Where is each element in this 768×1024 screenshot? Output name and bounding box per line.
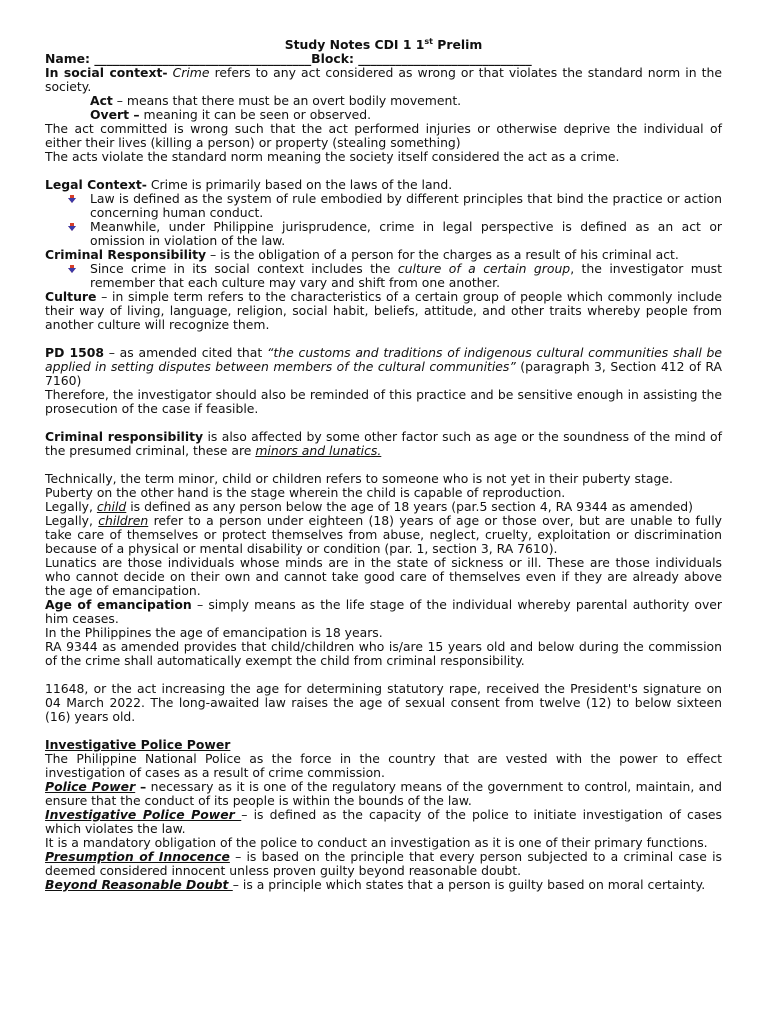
social-context-paragraph: In social context- Crime refers to any act considered as wrong or that violates the standard norm in the society. bbox=[45, 65, 722, 94]
police-power-paragraph: Police Power – necessary as it is one of the regulatory means of the government to control, maintain, and ensure that the conduct of its people is within the bounds of the law. bbox=[45, 779, 722, 808]
legal-context-list bbox=[45, 192, 722, 248]
emancipation-age-paragraph: In the Philippines the age of emancipation is 18 years. bbox=[45, 625, 383, 640]
age-of-emancipation-paragraph: Age of emancipation – simply means as the life stage of the individual whereby parental authority over him ceases. bbox=[45, 597, 722, 626]
minor-definition-paragraph: Technically, the term minor, child or children refers to someone who is not yet in their puberty stage. bbox=[45, 471, 673, 486]
overt-definition: Overt – meaning it can be seen or observed. bbox=[90, 107, 372, 122]
ra-9344-paragraph: RA 9344 as amended provides that child/children who is/are 15 years old and below during the commission of the crime shall automatically exempt the child from criminal responsibility. bbox=[45, 639, 722, 668]
list-item: Since crime in its social context includes the culture of a certain group, the investigator must remember that each culture may vary and shift from one another. bbox=[90, 262, 722, 290]
investigative-police-power-paragraph: Investigative Police Power – is defined as the capacity of the police to initiate investigation of cases which violates the law. bbox=[45, 807, 723, 836]
norm-violation-paragraph: The acts violate the standard norm meaning the society itself considered the act as a crime. bbox=[45, 149, 620, 164]
beyond-reasonable-doubt-paragraph: Beyond Reasonable Doubt – is a principle which states that a person is guilty based on moral certainty. bbox=[45, 877, 706, 892]
act-definition: Act – means that there must be an overt bodily movement. bbox=[90, 93, 462, 108]
criminal-responsibility-factors-paragraph: Criminal responsibility is also affected by some other factor such as age or the soundness of the mind of the presumed criminal, these are minors and lunatics. bbox=[45, 429, 722, 458]
act-committed-paragraph: The act committed is wrong such that the act performed injuries or otherwise deprive the individual of either their lives (killing a person) or property (stealing something) bbox=[45, 121, 722, 150]
list-item: Law is defined as the system of rule embodied by different principles that bind the practice or action concerning human conduct. bbox=[90, 192, 722, 220]
list-item: Meanwhile, under Philippine jurisprudence, crime in legal perspective is defined as an act or omission in violation of the law. bbox=[90, 220, 722, 248]
investigator-reminder-paragraph: Therefore, the investigator should also be reminded of this practice and be sensitive enough in assisting the prosecution of the case if feasible. bbox=[45, 387, 722, 416]
section-heading: Investigative Police Power bbox=[45, 737, 231, 752]
document-title: Study Notes CDI 1 1st Prelim bbox=[284, 36, 483, 52]
legal-context-paragraph: Legal Context- Crime is primarily based on the laws of the land. bbox=[45, 177, 453, 192]
pd-1508-paragraph: PD 1508 – as amended cited that “the customs and traditions of indigenous cultural communities shall be applied in setting disputes between members of the cultural communities” (paragraph 3, Section 412 of RA 7160) bbox=[45, 345, 723, 388]
presumption-of-innocence-paragraph: Presumption of Innocence – is based on the principle that every person subjected to a criminal case is deemed considered innocent unless proven guilty beyond reasonable doubt. bbox=[45, 849, 722, 878]
children-legal-definition: Legally, children refer to a person under eighteen (18) years of age or those over, but are unable to fully take care of themselves or protect themselves from abuse, neglect, cruelty, exploitation or discrimination because of a physical or mental disability or condition (par. 1, section 3, RA 7610). bbox=[45, 513, 722, 556]
puberty-paragraph: Puberty on the other hand is the stage wherein the child is capable of reproduction. bbox=[45, 485, 566, 500]
criminal-responsibility-paragraph: Criminal Responsibility – is the obligation of a person for the charges as a result of his criminal act. bbox=[45, 247, 679, 262]
mandatory-obligation-paragraph: It is a mandatory obligation of the police to conduct an investigation as it is one of their primary functions. bbox=[45, 835, 708, 850]
name-block-line: Name: ___________________________________Block: ____________________________ bbox=[45, 51, 532, 66]
child-legal-definition: Legally, child is defined as any person below the age of 18 years (par.5 section 4, RA 9344 as amended) bbox=[45, 499, 693, 514]
arrow-bullet-icon bbox=[68, 223, 76, 231]
arrow-bullet-icon bbox=[68, 195, 76, 203]
culture-paragraph: Culture – in simple term refers to the characteristics of a certain group of people which commonly include their way of living, language, religion, social habit, beliefs, attitude, and other traits whereby people from another culture will recognize them. bbox=[45, 289, 722, 332]
lunatics-paragraph: Lunatics are those individuals whose minds are in the state of sickness or ill. These are those individuals who cannot decide on their own and cannot take good care of themselves even if they are already above the age of emancipation. bbox=[45, 555, 722, 598]
culture-note-list bbox=[45, 262, 722, 290]
pnp-paragraph: The Philippine National Police as the force in the country that are vested with the power to effect investigation of cases as a result of crime commission. bbox=[45, 751, 722, 780]
arrow-bullet-icon bbox=[68, 265, 76, 273]
ra-11648-paragraph: 11648, or the act increasing the age for determining statutory rape, received the President's signature on 04 March 2022. The long-awaited law raises the age of sexual consent from twelve (12) to below sixteen (16) years old. bbox=[45, 681, 722, 724]
